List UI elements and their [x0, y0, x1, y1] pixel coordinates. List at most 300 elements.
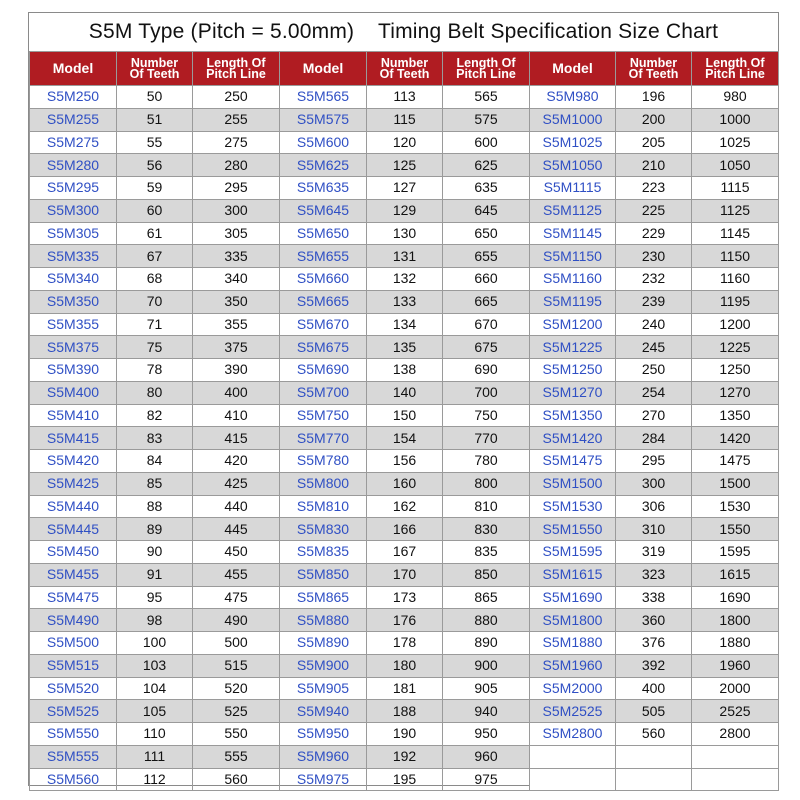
model-cell: S5M1225 — [530, 336, 616, 359]
model-cell: S5M2000 — [530, 677, 616, 700]
length-cell: 250 — [193, 86, 280, 109]
model-cell: S5M800 — [280, 472, 367, 495]
length-cell: 960 — [443, 745, 530, 768]
table-row — [30, 654, 779, 677]
model-cell: S5M565 — [280, 86, 367, 109]
length-cell: 700 — [443, 381, 530, 404]
length-cell: 275 — [193, 131, 280, 154]
teeth-cell: 95 — [117, 586, 193, 609]
teeth-cell: 115 — [367, 108, 443, 131]
header-row — [30, 52, 779, 86]
model-cell: S5M905 — [280, 677, 367, 700]
length-cell: 1550 — [692, 518, 779, 541]
teeth-cell — [616, 745, 692, 768]
length-cell: 425 — [193, 472, 280, 495]
length-cell: 255 — [193, 108, 280, 131]
header-teeth: Number Of Teeth — [117, 52, 193, 86]
teeth-cell: 376 — [616, 632, 692, 655]
length-cell: 670 — [443, 313, 530, 336]
teeth-cell: 250 — [616, 359, 692, 382]
teeth-cell: 150 — [367, 404, 443, 427]
teeth-cell: 173 — [367, 586, 443, 609]
table-row — [30, 154, 779, 177]
teeth-cell: 170 — [367, 563, 443, 586]
table-row — [30, 86, 779, 109]
length-cell: 350 — [193, 290, 280, 313]
teeth-cell: 67 — [117, 245, 193, 268]
spec-chart — [28, 12, 779, 786]
length-cell: 1195 — [692, 290, 779, 313]
length-cell: 1270 — [692, 381, 779, 404]
teeth-cell: 129 — [367, 199, 443, 222]
teeth-cell: 196 — [616, 86, 692, 109]
model-cell: S5M420 — [30, 450, 117, 473]
teeth-cell: 560 — [616, 723, 692, 746]
model-cell: S5M1420 — [530, 427, 616, 450]
length-cell: 375 — [193, 336, 280, 359]
length-cell: 1880 — [692, 632, 779, 655]
teeth-cell: 100 — [117, 632, 193, 655]
length-cell: 1225 — [692, 336, 779, 359]
teeth-cell: 300 — [616, 472, 692, 495]
teeth-cell: 400 — [616, 677, 692, 700]
teeth-cell: 103 — [117, 654, 193, 677]
header-model: Model — [30, 52, 117, 86]
length-cell: 635 — [443, 177, 530, 200]
teeth-cell: 104 — [117, 677, 193, 700]
table-row — [30, 245, 779, 268]
model-cell: S5M305 — [30, 222, 117, 245]
model-cell: S5M1960 — [530, 654, 616, 677]
model-cell: S5M1475 — [530, 450, 616, 473]
length-cell: 1690 — [692, 586, 779, 609]
length-cell: 940 — [443, 700, 530, 723]
teeth-cell: 68 — [117, 268, 193, 291]
teeth-cell: 61 — [117, 222, 193, 245]
length-cell: 830 — [443, 518, 530, 541]
teeth-cell: 111 — [117, 745, 193, 768]
teeth-cell: 188 — [367, 700, 443, 723]
model-cell: S5M625 — [280, 154, 367, 177]
model-cell: S5M275 — [30, 131, 117, 154]
model-cell: S5M1000 — [530, 108, 616, 131]
model-cell: S5M490 — [30, 609, 117, 632]
length-cell: 515 — [193, 654, 280, 677]
table-row — [30, 518, 779, 541]
model-cell: S5M980 — [530, 86, 616, 109]
teeth-cell: 55 — [117, 131, 193, 154]
length-cell: 880 — [443, 609, 530, 632]
length-cell: 575 — [443, 108, 530, 131]
length-cell: 835 — [443, 541, 530, 564]
length-cell: 1420 — [692, 427, 779, 450]
model-cell: S5M1270 — [530, 381, 616, 404]
model-cell: S5M455 — [30, 563, 117, 586]
table-row — [30, 404, 779, 427]
model-cell: S5M1115 — [530, 177, 616, 200]
model-cell: S5M670 — [280, 313, 367, 336]
teeth-cell: 134 — [367, 313, 443, 336]
length-cell: 1800 — [692, 609, 779, 632]
teeth-cell: 505 — [616, 700, 692, 723]
teeth-cell: 85 — [117, 472, 193, 495]
teeth-cell: 232 — [616, 268, 692, 291]
model-cell: S5M450 — [30, 541, 117, 564]
table-row — [30, 677, 779, 700]
header-model: Model — [280, 52, 367, 86]
teeth-cell: 82 — [117, 404, 193, 427]
length-cell: 305 — [193, 222, 280, 245]
length-cell: 1500 — [692, 472, 779, 495]
length-cell: 1050 — [692, 154, 779, 177]
length-cell: 445 — [193, 518, 280, 541]
teeth-cell: 176 — [367, 609, 443, 632]
model-cell: S5M375 — [30, 336, 117, 359]
model-cell: S5M1500 — [530, 472, 616, 495]
length-cell: 1200 — [692, 313, 779, 336]
length-cell: 1115 — [692, 177, 779, 200]
length-cell — [692, 745, 779, 768]
model-cell: S5M890 — [280, 632, 367, 655]
teeth-cell: 223 — [616, 177, 692, 200]
length-cell: 450 — [193, 541, 280, 564]
teeth-cell — [616, 768, 692, 791]
length-cell: 800 — [443, 472, 530, 495]
model-cell: S5M780 — [280, 450, 367, 473]
length-cell: 420 — [193, 450, 280, 473]
model-cell: S5M1200 — [530, 313, 616, 336]
teeth-cell: 105 — [117, 700, 193, 723]
header-teeth: Number Of Teeth — [616, 52, 692, 86]
model-cell: S5M960 — [280, 745, 367, 768]
length-cell: 300 — [193, 199, 280, 222]
model-cell: S5M850 — [280, 563, 367, 586]
length-cell: 975 — [443, 768, 530, 791]
length-cell: 1475 — [692, 450, 779, 473]
model-cell: S5M255 — [30, 108, 117, 131]
teeth-cell: 133 — [367, 290, 443, 313]
model-cell: S5M2525 — [530, 700, 616, 723]
model-cell: S5M750 — [280, 404, 367, 427]
teeth-cell: 240 — [616, 313, 692, 336]
model-cell: S5M835 — [280, 541, 367, 564]
model-cell: S5M515 — [30, 654, 117, 677]
model-cell: S5M550 — [30, 723, 117, 746]
model-cell: S5M900 — [280, 654, 367, 677]
teeth-cell: 83 — [117, 427, 193, 450]
teeth-cell: 51 — [117, 108, 193, 131]
teeth-cell: 178 — [367, 632, 443, 655]
length-cell: 410 — [193, 404, 280, 427]
chart-title: S5M Type (Pitch = 5.00mm) Timing Belt Specification Size Chart — [88, 20, 719, 43]
length-cell: 980 — [692, 86, 779, 109]
length-cell: 560 — [193, 768, 280, 791]
model-cell: S5M1615 — [530, 563, 616, 586]
length-cell: 665 — [443, 290, 530, 313]
teeth-cell: 75 — [117, 336, 193, 359]
teeth-cell: 60 — [117, 199, 193, 222]
length-cell: 890 — [443, 632, 530, 655]
length-cell: 390 — [193, 359, 280, 382]
length-cell: 810 — [443, 495, 530, 518]
model-cell: S5M1150 — [530, 245, 616, 268]
teeth-cell: 113 — [367, 86, 443, 109]
length-cell: 550 — [193, 723, 280, 746]
length-cell: 1025 — [692, 131, 779, 154]
model-cell: S5M410 — [30, 404, 117, 427]
length-cell: 770 — [443, 427, 530, 450]
teeth-cell: 245 — [616, 336, 692, 359]
teeth-cell: 70 — [117, 290, 193, 313]
table-row — [30, 450, 779, 473]
model-cell: S5M500 — [30, 632, 117, 655]
model-cell: S5M635 — [280, 177, 367, 200]
teeth-cell: 98 — [117, 609, 193, 632]
table-row — [30, 563, 779, 586]
model-cell: S5M280 — [30, 154, 117, 177]
teeth-cell: 254 — [616, 381, 692, 404]
length-cell: 280 — [193, 154, 280, 177]
model-cell: S5M1025 — [530, 131, 616, 154]
length-cell: 780 — [443, 450, 530, 473]
model-cell: S5M770 — [280, 427, 367, 450]
teeth-cell: 80 — [117, 381, 193, 404]
teeth-cell: 392 — [616, 654, 692, 677]
model-cell: S5M645 — [280, 199, 367, 222]
model-cell: S5M560 — [30, 768, 117, 791]
teeth-cell: 167 — [367, 541, 443, 564]
table-row — [30, 177, 779, 200]
model-cell: S5M1530 — [530, 495, 616, 518]
length-cell: 400 — [193, 381, 280, 404]
table-row — [30, 768, 779, 791]
length-cell: 500 — [193, 632, 280, 655]
model-cell: S5M1250 — [530, 359, 616, 382]
model-cell: S5M335 — [30, 245, 117, 268]
table-row — [30, 199, 779, 222]
spec-table — [29, 51, 779, 791]
model-cell: S5M830 — [280, 518, 367, 541]
teeth-cell: 190 — [367, 723, 443, 746]
length-cell: 950 — [443, 723, 530, 746]
teeth-cell: 270 — [616, 404, 692, 427]
model-cell: S5M1145 — [530, 222, 616, 245]
model-cell: S5M350 — [30, 290, 117, 313]
table-row — [30, 222, 779, 245]
model-cell — [530, 745, 616, 768]
table-row — [30, 632, 779, 655]
model-cell: S5M1550 — [530, 518, 616, 541]
model-cell: S5M690 — [280, 359, 367, 382]
teeth-cell: 360 — [616, 609, 692, 632]
teeth-cell: 229 — [616, 222, 692, 245]
length-cell: 2000 — [692, 677, 779, 700]
length-cell: 490 — [193, 609, 280, 632]
teeth-cell: 166 — [367, 518, 443, 541]
model-cell: S5M675 — [280, 336, 367, 359]
teeth-cell: 120 — [367, 131, 443, 154]
model-cell: S5M555 — [30, 745, 117, 768]
length-cell: 340 — [193, 268, 280, 291]
model-cell: S5M650 — [280, 222, 367, 245]
teeth-cell: 319 — [616, 541, 692, 564]
length-cell: 355 — [193, 313, 280, 336]
model-cell: S5M950 — [280, 723, 367, 746]
teeth-cell: 284 — [616, 427, 692, 450]
model-cell: S5M575 — [280, 108, 367, 131]
model-cell: S5M940 — [280, 700, 367, 723]
model-cell: S5M295 — [30, 177, 117, 200]
teeth-cell: 205 — [616, 131, 692, 154]
teeth-cell: 110 — [117, 723, 193, 746]
model-cell: S5M415 — [30, 427, 117, 450]
table-row — [30, 268, 779, 291]
length-cell: 475 — [193, 586, 280, 609]
model-cell: S5M445 — [30, 518, 117, 541]
teeth-cell: 89 — [117, 518, 193, 541]
model-cell: S5M600 — [280, 131, 367, 154]
teeth-cell: 71 — [117, 313, 193, 336]
teeth-cell: 156 — [367, 450, 443, 473]
model-cell: S5M1050 — [530, 154, 616, 177]
table-row — [30, 359, 779, 382]
model-cell: S5M2800 — [530, 723, 616, 746]
table-row — [30, 131, 779, 154]
length-cell: 440 — [193, 495, 280, 518]
teeth-cell: 154 — [367, 427, 443, 450]
length-cell: 1530 — [692, 495, 779, 518]
length-cell: 1000 — [692, 108, 779, 131]
teeth-cell: 127 — [367, 177, 443, 200]
length-cell: 900 — [443, 654, 530, 677]
length-cell: 645 — [443, 199, 530, 222]
teeth-cell: 195 — [367, 768, 443, 791]
table-row — [30, 472, 779, 495]
model-cell: S5M1125 — [530, 199, 616, 222]
length-cell: 600 — [443, 131, 530, 154]
length-cell: 1615 — [692, 563, 779, 586]
model-cell: S5M660 — [280, 268, 367, 291]
teeth-cell: 56 — [117, 154, 193, 177]
teeth-cell: 160 — [367, 472, 443, 495]
model-cell — [530, 768, 616, 791]
length-cell: 525 — [193, 700, 280, 723]
teeth-cell: 112 — [117, 768, 193, 791]
teeth-cell: 181 — [367, 677, 443, 700]
teeth-cell: 88 — [117, 495, 193, 518]
teeth-cell: 140 — [367, 381, 443, 404]
model-cell: S5M1350 — [530, 404, 616, 427]
model-cell: S5M440 — [30, 495, 117, 518]
model-cell: S5M700 — [280, 381, 367, 404]
teeth-cell: 135 — [367, 336, 443, 359]
table-row — [30, 541, 779, 564]
length-cell: 850 — [443, 563, 530, 586]
length-cell: 520 — [193, 677, 280, 700]
header-teeth: Number Of Teeth — [367, 52, 443, 86]
length-cell: 1150 — [692, 245, 779, 268]
table-row — [30, 427, 779, 450]
table-row — [30, 108, 779, 131]
model-cell: S5M525 — [30, 700, 117, 723]
table-row — [30, 745, 779, 768]
teeth-cell: 338 — [616, 586, 692, 609]
model-cell: S5M1195 — [530, 290, 616, 313]
length-cell: 335 — [193, 245, 280, 268]
table-row — [30, 290, 779, 313]
length-cell: 2525 — [692, 700, 779, 723]
table-row — [30, 495, 779, 518]
header-model: Model — [530, 52, 616, 86]
model-cell: S5M520 — [30, 677, 117, 700]
length-cell: 2800 — [692, 723, 779, 746]
header-length: Length Of Pitch Line — [443, 52, 530, 86]
table-row — [30, 700, 779, 723]
model-cell: S5M425 — [30, 472, 117, 495]
model-cell: S5M340 — [30, 268, 117, 291]
length-cell: 1350 — [692, 404, 779, 427]
header-length: Length Of Pitch Line — [692, 52, 779, 86]
model-cell: S5M810 — [280, 495, 367, 518]
length-cell: 455 — [193, 563, 280, 586]
model-cell: S5M1595 — [530, 541, 616, 564]
model-cell: S5M1690 — [530, 586, 616, 609]
teeth-cell: 306 — [616, 495, 692, 518]
model-cell: S5M475 — [30, 586, 117, 609]
teeth-cell: 130 — [367, 222, 443, 245]
teeth-cell: 323 — [616, 563, 692, 586]
teeth-cell: 59 — [117, 177, 193, 200]
length-cell: 905 — [443, 677, 530, 700]
length-cell: 690 — [443, 359, 530, 382]
teeth-cell: 295 — [616, 450, 692, 473]
model-cell: S5M390 — [30, 359, 117, 382]
teeth-cell: 225 — [616, 199, 692, 222]
length-cell: 1125 — [692, 199, 779, 222]
teeth-cell: 200 — [616, 108, 692, 131]
length-cell: 750 — [443, 404, 530, 427]
length-cell: 1960 — [692, 654, 779, 677]
table-row — [30, 609, 779, 632]
length-cell: 655 — [443, 245, 530, 268]
length-cell — [692, 768, 779, 791]
length-cell: 555 — [193, 745, 280, 768]
model-cell: S5M865 — [280, 586, 367, 609]
model-cell: S5M880 — [280, 609, 367, 632]
teeth-cell: 138 — [367, 359, 443, 382]
model-cell: S5M975 — [280, 768, 367, 791]
teeth-cell: 131 — [367, 245, 443, 268]
table-row — [30, 313, 779, 336]
length-cell: 415 — [193, 427, 280, 450]
teeth-cell: 192 — [367, 745, 443, 768]
length-cell: 675 — [443, 336, 530, 359]
length-cell: 865 — [443, 586, 530, 609]
teeth-cell: 230 — [616, 245, 692, 268]
teeth-cell: 210 — [616, 154, 692, 177]
model-cell: S5M1800 — [530, 609, 616, 632]
length-cell: 660 — [443, 268, 530, 291]
teeth-cell: 84 — [117, 450, 193, 473]
length-cell: 295 — [193, 177, 280, 200]
table-row — [30, 381, 779, 404]
teeth-cell: 162 — [367, 495, 443, 518]
length-cell: 565 — [443, 86, 530, 109]
length-cell: 1250 — [692, 359, 779, 382]
teeth-cell: 91 — [117, 563, 193, 586]
model-cell: S5M1160 — [530, 268, 616, 291]
teeth-cell: 125 — [367, 154, 443, 177]
